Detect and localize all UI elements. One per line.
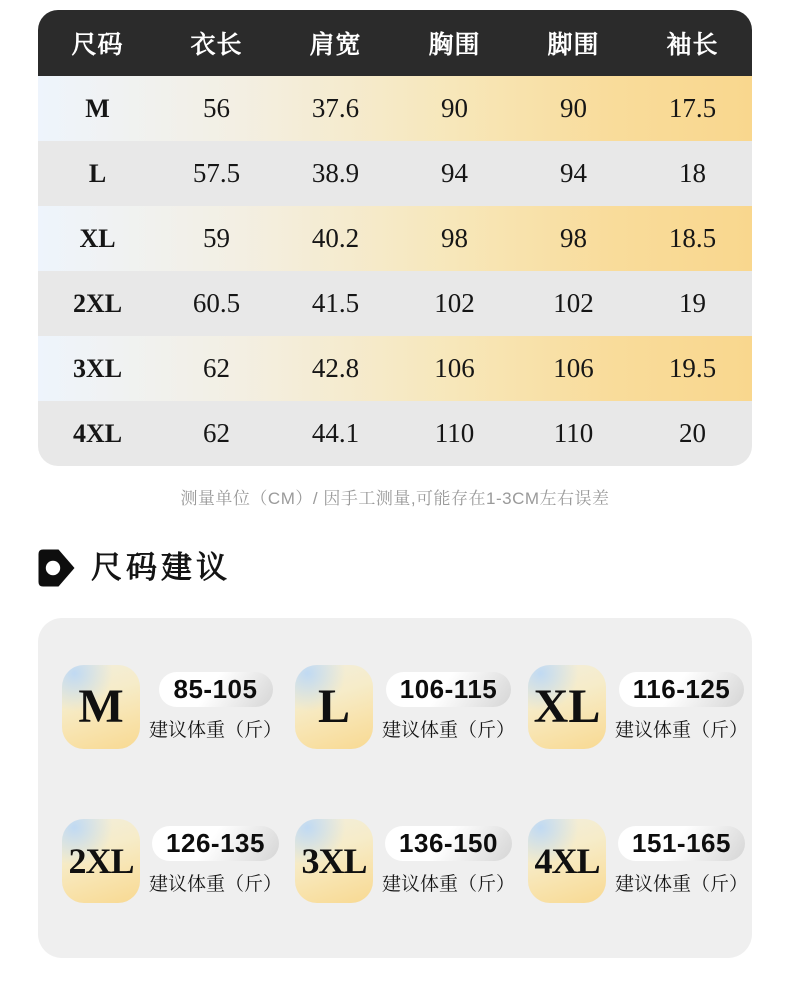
value-cell: 110: [434, 418, 475, 448]
table-row: [38, 336, 752, 401]
header-sleeve-length: 袖长: [666, 31, 719, 59]
weight-range-pill: [152, 826, 279, 861]
value-cell: 106: [434, 353, 475, 383]
weight-range-pill: [619, 672, 744, 707]
value-cell: 94: [441, 158, 468, 188]
value-cell: 94: [560, 158, 587, 188]
weight-label: 建议体重（斤）: [149, 874, 283, 895]
size-cell: 3XL: [72, 353, 123, 383]
value-cell: 42.8: [311, 353, 360, 383]
size-badge: [295, 819, 373, 903]
weight-label: 建议体重（斤）: [382, 874, 516, 895]
recommendation-panel: [38, 618, 752, 958]
size-badge: [62, 819, 140, 903]
section-title: 尺码建议: [91, 550, 231, 585]
weight-label: 建议体重（斤）: [615, 874, 749, 895]
measurement-note: 测量单位（CM）/ 因手工测量,可能存在1-3CM左右误差: [180, 489, 610, 508]
value-cell: 62: [203, 353, 230, 383]
value-cell: 59: [203, 223, 230, 253]
table-row: [38, 141, 752, 206]
value-cell: 18: [679, 158, 706, 188]
weight-label: 建议体重（斤）: [615, 720, 749, 741]
card-right: [615, 665, 748, 749]
value-cell: 98: [560, 223, 587, 253]
value-cell: 18.5: [668, 223, 717, 253]
size-card: [295, 665, 528, 749]
value-cell: 37.6: [311, 93, 360, 123]
size-table: [38, 10, 752, 466]
size-badge: [528, 819, 606, 903]
size-card: [295, 819, 528, 903]
value-cell: 44.1: [311, 418, 360, 448]
size-letter: 2XL: [68, 841, 134, 881]
weight-range: 116-125: [632, 674, 731, 704]
weight-range-pill: [385, 826, 512, 861]
weight-range: 85-105: [173, 674, 258, 704]
size-cell: XL: [79, 223, 116, 253]
weight-range-pill: [386, 672, 511, 707]
value-cell: 90: [560, 93, 587, 123]
value-cell: 57.5: [192, 158, 241, 188]
size-table-header: [38, 10, 752, 76]
value-cell: 40.2: [311, 223, 360, 253]
weight-range: 126-135: [166, 828, 265, 858]
value-cell: 17.5: [668, 93, 717, 123]
value-cell: 19: [679, 288, 706, 318]
value-cell: 60.5: [192, 288, 241, 318]
card-right: [382, 819, 515, 903]
weight-range-pill: [159, 672, 273, 707]
value-cell: 41.5: [311, 288, 360, 318]
tag-icon: [38, 549, 75, 587]
table-row: [38, 401, 752, 466]
value-cell: 106: [553, 353, 594, 383]
value-cell: 38.9: [311, 158, 360, 188]
size-badge: [62, 665, 140, 749]
size-letter: M: [78, 680, 124, 733]
weight-label: 建议体重（斤）: [382, 720, 516, 741]
header-chest: 胸围: [428, 31, 481, 59]
size-letter: 3XL: [301, 841, 367, 881]
size-cell: 2XL: [72, 288, 123, 318]
card-right: [615, 819, 748, 903]
card-right: [149, 819, 282, 903]
section-head: [38, 549, 231, 587]
size-letter: L: [317, 680, 350, 733]
size-badge: [528, 665, 606, 749]
size-letter: 4XL: [534, 841, 600, 881]
header-size: 尺码: [71, 31, 124, 59]
value-cell: 56: [203, 93, 230, 123]
recommendation-cards: [38, 618, 752, 958]
size-cell: M: [85, 93, 110, 123]
table-row: [38, 271, 752, 336]
table-row: [38, 206, 752, 271]
table-row: [38, 76, 752, 141]
size-card: [62, 819, 295, 903]
value-cell: 102: [553, 288, 594, 318]
header-hem: 脚围: [547, 31, 600, 59]
card-right: [149, 665, 282, 749]
value-cell: 98: [441, 223, 468, 253]
size-card: [528, 819, 761, 903]
value-cell: 19.5: [668, 353, 717, 383]
size-card: [528, 665, 761, 749]
size-card: [62, 665, 295, 749]
value-cell: 90: [441, 93, 468, 123]
weight-range: 151-165: [632, 828, 731, 858]
header-shoulder-width: 肩宽: [309, 31, 362, 59]
size-cell: L: [88, 158, 107, 188]
weight-range: 106-115: [399, 674, 498, 704]
weight-range-pill: [618, 826, 745, 861]
value-cell: 110: [553, 418, 594, 448]
value-cell: 62: [203, 418, 230, 448]
size-badge: [295, 665, 373, 749]
size-cell: 4XL: [72, 418, 123, 448]
size-letter: XL: [533, 680, 601, 733]
header-garment-length: 衣长: [190, 31, 243, 59]
weight-range: 136-150: [399, 828, 498, 858]
card-right: [382, 665, 515, 749]
value-cell: 20: [679, 418, 706, 448]
value-cell: 102: [434, 288, 475, 318]
weight-label: 建议体重（斤）: [149, 720, 283, 741]
